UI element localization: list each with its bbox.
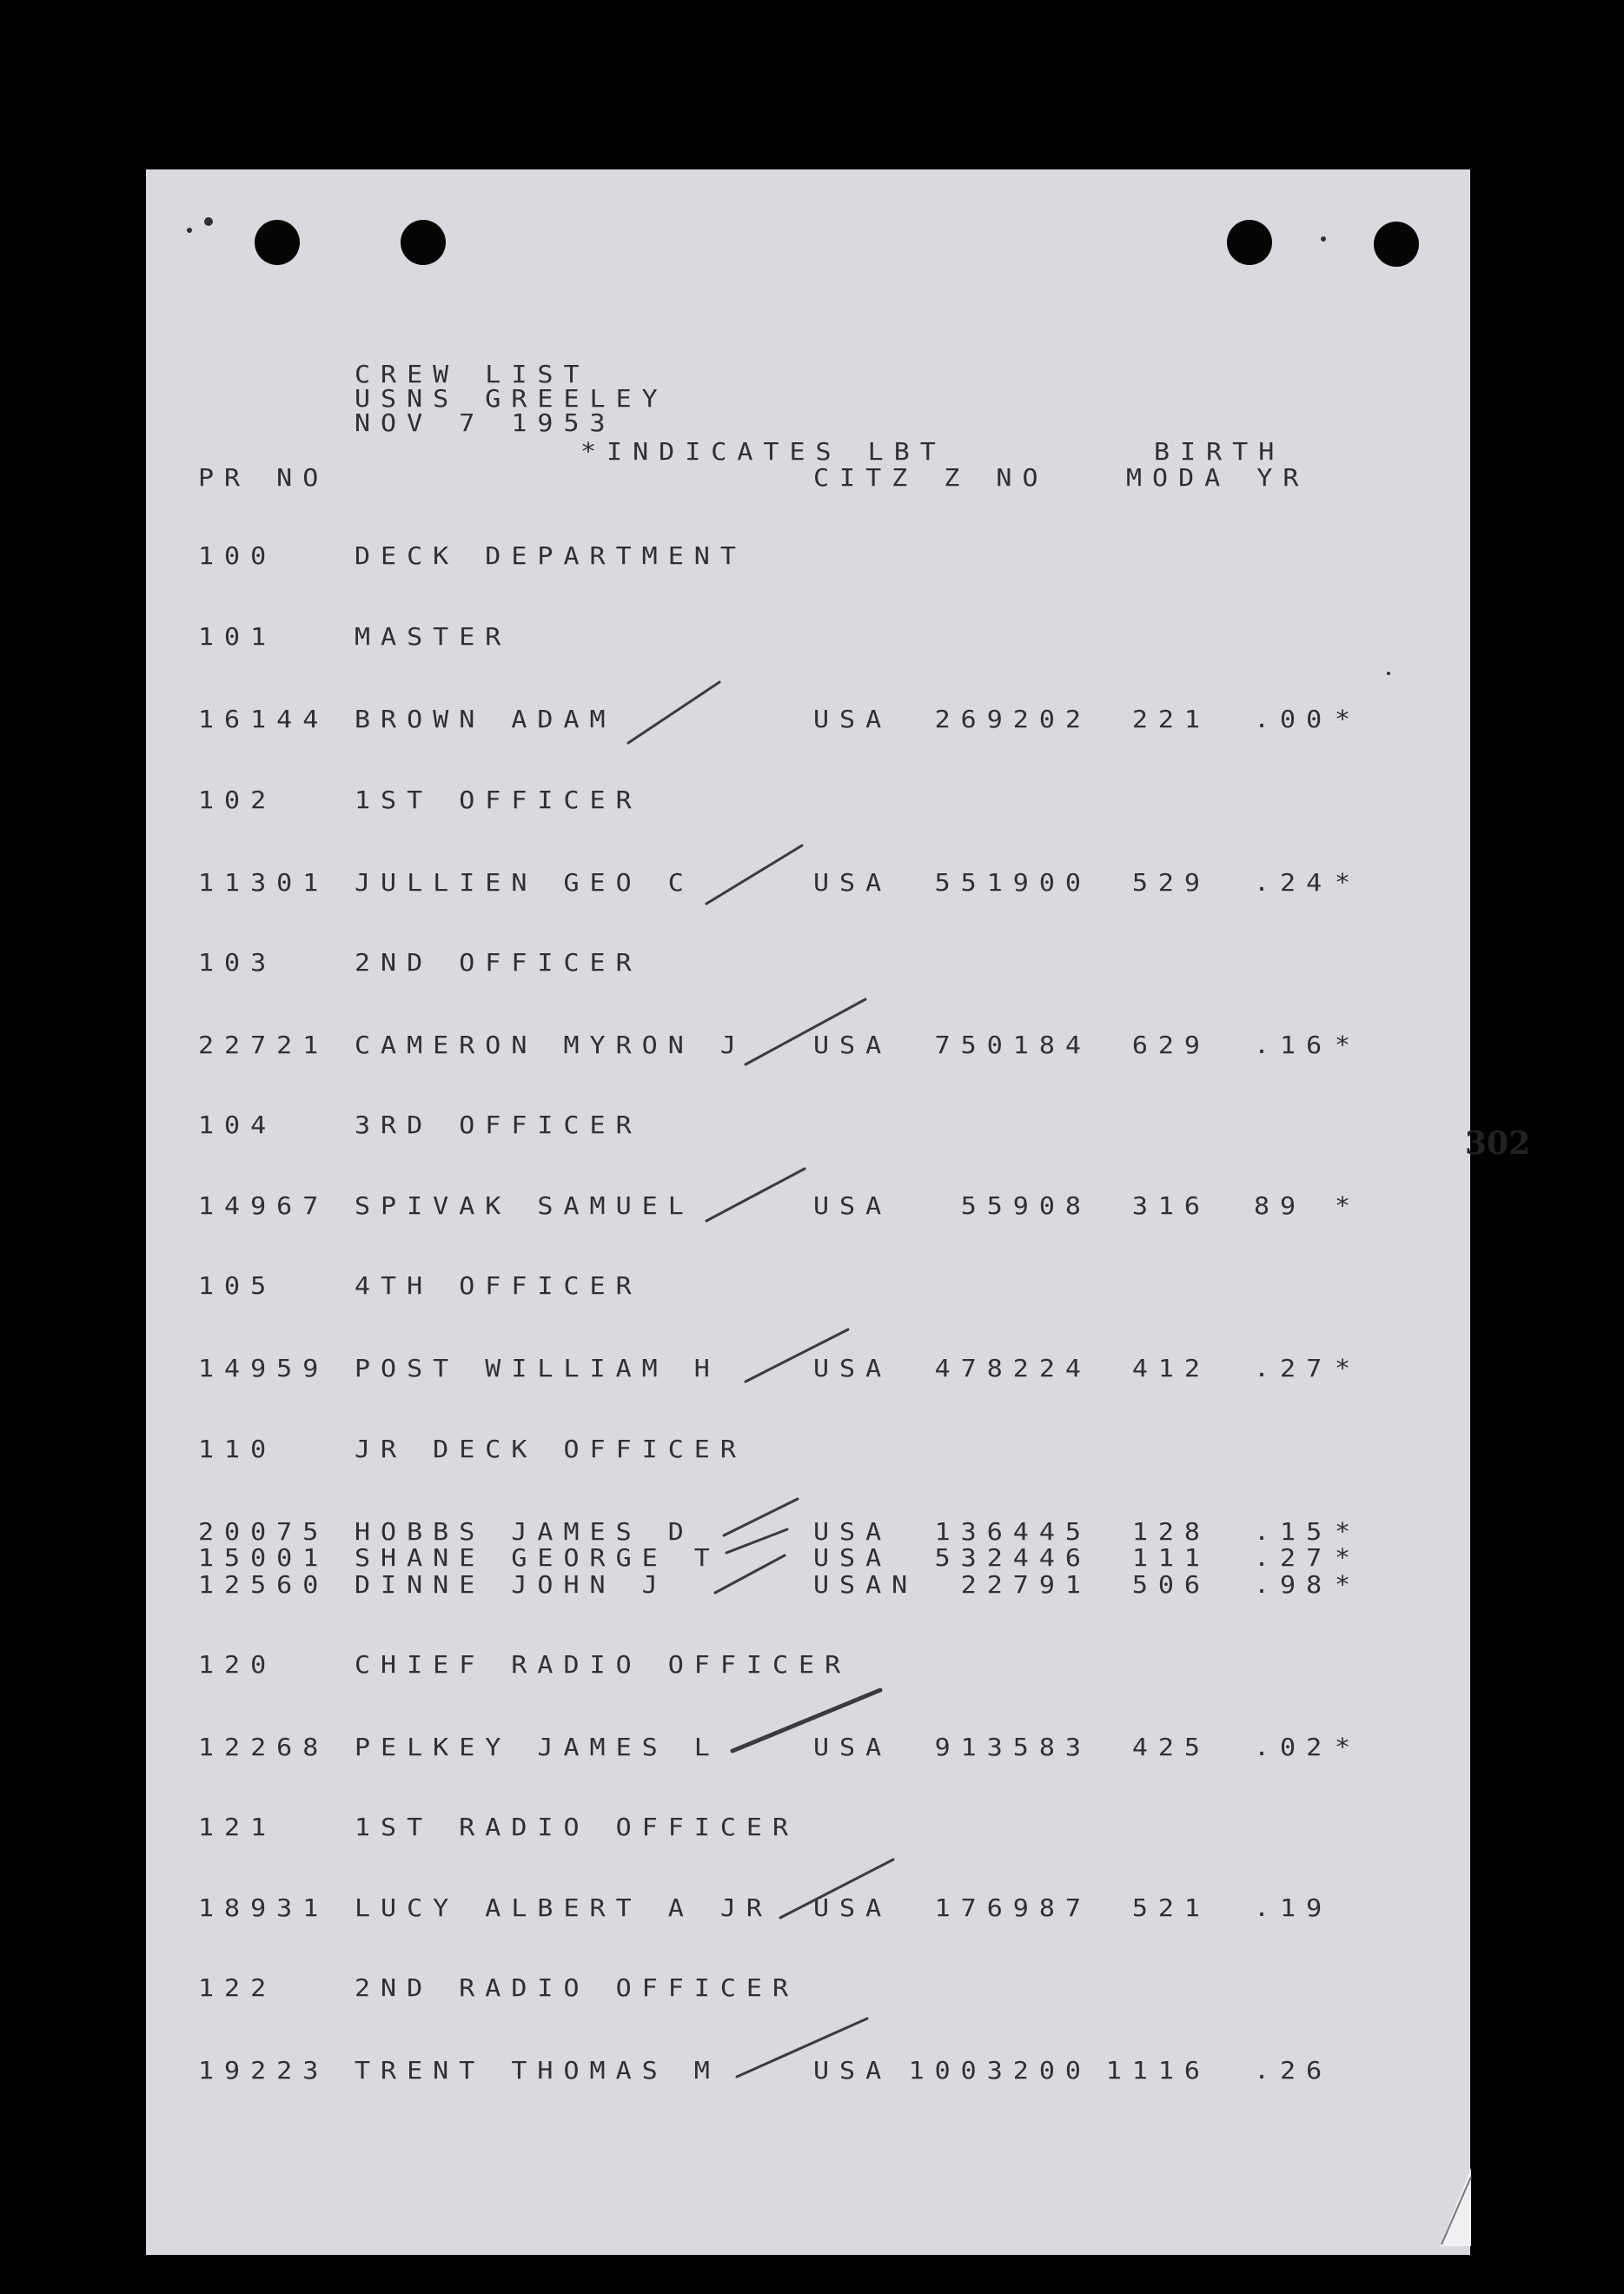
birth-yr: .27 [1254,1355,1333,1383]
lbt-marker: * [1335,1192,1362,1221]
list-date: NOV 7 1953 [355,409,616,438]
birth-moda: 1116 [1105,2057,1210,2085]
lbt-marker: * [1335,1031,1362,1060]
crew-name: TRENT THOMAS M [355,2057,720,2085]
birth-yr: .24 [1254,869,1333,898]
pr-number: 15001 [198,1544,329,1573]
birth-yr: .00 [1254,706,1333,734]
citizenship: USA [813,1734,892,1762]
check-mark [780,1860,893,1918]
stray-mark [204,217,213,226]
section-code: 110 [198,1435,277,1464]
citizenship: USA [813,869,892,898]
birth-header: BIRTH [1154,438,1285,467]
lbt-legend: *INDICATES LBT [580,438,946,467]
section-title: DECK DEPARTMENT [355,542,746,571]
lbt-marker: * [1335,1571,1362,1600]
section-title: CHIEF RADIO OFFICER [355,1651,852,1680]
z-number: 55908 [960,1192,1091,1221]
lbt-marker: * [1335,706,1362,734]
crew-name: CAMERON MYRON J [355,1031,746,1060]
birth-moda: 128 [1131,1518,1210,1547]
lbt-marker: * [1335,1734,1362,1762]
crew-name: DINNE JOHN J [355,1571,668,1600]
section-code: 103 [198,949,277,978]
paper-page [146,169,1531,2255]
lbt-marker: * [1335,1544,1362,1573]
birth-yr: .98 [1254,1571,1333,1600]
list-title: CREW LIST [355,361,590,389]
section-code: 101 [198,623,277,652]
birth-moda: 412 [1131,1355,1210,1383]
section-title: 3RD OFFICER [355,1111,642,1140]
section-title: 2ND OFFICER [355,949,642,978]
z-number: 136445 [934,1518,1091,1547]
birth-yr: .26 [1254,2057,1333,2085]
crew-name: SPIVAK SAMUEL [355,1192,694,1221]
birth-yr: .19 [1254,1894,1333,1923]
section-code: 105 [198,1272,277,1301]
ship-name: USNS GREELEY [355,385,668,414]
birth-moda: 506 [1131,1571,1210,1600]
pr-number: 20075 [198,1518,329,1547]
pr-number: 14967 [198,1192,329,1221]
column-header-citz-z-no: CITZ Z NO [813,464,1049,493]
crew-name: POST WILLIAM H [355,1355,720,1383]
z-number: 176987 [934,1894,1091,1923]
crew-name: BROWN ADAM [355,706,616,734]
column-header-pr-no: PR NO [198,464,329,493]
section-code: 121 [198,1813,277,1842]
stray-mark [187,228,192,233]
birth-moda: 111 [1131,1544,1210,1573]
birth-moda: 221 [1131,706,1210,734]
birth-moda: 629 [1131,1031,1210,1060]
check-mark [732,1690,880,1751]
birth-yr: .15 [1254,1518,1333,1547]
pr-number: 22721 [198,1031,329,1060]
z-number: 22791 [960,1571,1091,1600]
z-number: 478224 [934,1355,1091,1383]
citizenship: USA [813,706,892,734]
pr-number: 12560 [198,1571,329,1600]
birth-moda: 521 [1131,1894,1210,1923]
citizenship: USA [813,1518,892,1547]
birth-moda: 425 [1131,1734,1210,1762]
birth-yr: 89 [1254,1192,1307,1221]
section-title: 1ST OFFICER [355,786,642,815]
lbt-marker: * [1335,869,1362,898]
lbt-marker: * [1335,1518,1362,1547]
citizenship: USA [813,2057,892,2085]
pr-number: 12268 [198,1734,329,1762]
z-number: 750184 [934,1031,1091,1060]
z-number: 913583 [934,1734,1091,1762]
birth-moda: 316 [1131,1192,1210,1221]
pr-number: 19223 [198,2057,329,2085]
section-title: 4TH OFFICER [355,1272,642,1301]
birth-yr: .02 [1254,1734,1333,1762]
crew-name: PELKEY JAMES L [355,1734,720,1762]
pr-number: 16144 [198,706,329,734]
check-mark [715,1555,785,1593]
check-mark [628,682,719,743]
section-title: 2ND RADIO OFFICER [355,1974,799,2003]
check-marks [146,169,1470,2255]
page-number: 302 [1465,1125,1531,1162]
crew-name: HOBBS JAMES D [355,1518,694,1547]
section-code: 102 [198,786,277,815]
citizenship: USA [813,1544,892,1573]
citizenship: USAN [813,1571,918,1600]
z-number: 551900 [934,869,1091,898]
check-mark [706,1169,805,1221]
z-number: 269202 [934,706,1091,734]
section-code: 100 [198,542,277,571]
column-header-moda-yr: MODA YR [1126,464,1309,493]
crew-name: LUCY ALBERT A JR [355,1894,772,1923]
citizenship: USA [813,1031,892,1060]
section-code: 104 [198,1111,277,1140]
pr-number: 11301 [198,869,329,898]
citizenship: USA [813,1894,892,1923]
section-title: JR DECK OFFICER [355,1435,746,1464]
citizenship: USA [813,1355,892,1383]
crew-name: JULLIEN GEO C [355,869,694,898]
stray-mark [1387,672,1390,675]
check-mark [737,2019,867,2077]
birth-yr: .16 [1254,1031,1333,1060]
page-corner-curl [1438,2168,1473,2246]
birth-moda: 529 [1131,869,1210,898]
section-code: 120 [198,1651,277,1680]
check-mark [706,845,802,904]
z-number: 532446 [934,1544,1091,1573]
pr-number: 18931 [198,1894,329,1923]
section-code: 122 [198,1974,277,2003]
check-mark [726,1529,787,1553]
citizenship: USA [813,1192,892,1221]
stray-mark [1321,236,1326,242]
check-mark [746,1329,848,1382]
crew-name: SHANE GEORGE T [355,1544,720,1573]
section-title: 1ST RADIO OFFICER [355,1813,799,1842]
pr-number: 14959 [198,1355,329,1383]
section-title: MASTER [355,623,512,652]
birth-yr: .27 [1254,1544,1333,1573]
check-mark [746,999,865,1064]
lbt-marker: * [1335,1355,1362,1383]
z-number: 1003200 [908,2057,1091,2085]
